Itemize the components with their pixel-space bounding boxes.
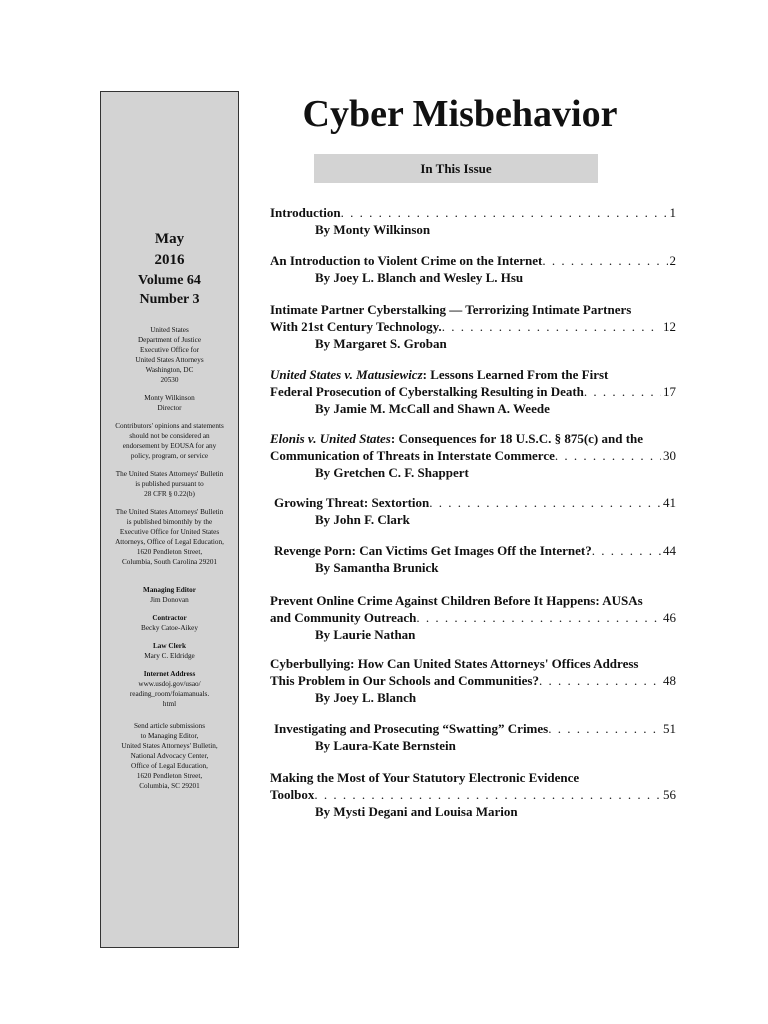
toc-page: 12 [663, 319, 676, 334]
toc-author: By Margaret S. Groban [315, 336, 447, 351]
toc-title: Toolbox [270, 787, 315, 802]
toc-leader [542, 252, 667, 269]
toc-author: By Monty Wilkinson [315, 222, 431, 237]
toc-title: With 21st Century Technology. [270, 319, 442, 334]
toc-leader [592, 542, 661, 559]
agency-address: United States Department of Justice Executive Office for United States Attorneys Washington, DC 20530 [135, 326, 204, 384]
toc-leader [548, 720, 661, 737]
toc-title-line1: : Lessons Learned From the First [422, 367, 609, 382]
toc-title-line1: Intimate Partner Cyberstalking — Terrorizing Intimate Partners [270, 302, 632, 317]
toc-page: 51 [663, 721, 676, 736]
toc-title: Introduction [270, 205, 341, 220]
toc-title: Investigating and Prosecuting “Swatting” Crimes [274, 721, 549, 736]
toc-leader [584, 383, 661, 400]
toc-page: 30 [663, 448, 676, 463]
publisher-info: The United States Attorneys' Bulletin is published bimonthly by the Executive Office for United States Attorneys, Office of Legal Education, 1620 Pendleton Street, Columbia, South Carolina 29201 [115, 508, 224, 566]
issue-date [101, 229, 238, 309]
toc-author: By Mysti Degani and Louisa Marion [315, 804, 518, 819]
toc-entry[interactable] [270, 592, 676, 643]
toc-leader [442, 318, 661, 335]
toc-author: By Jamie M. McCall and Shawn A. Weede [315, 401, 550, 416]
toc-author: By Samantha Brunick [315, 560, 439, 575]
masthead-sidebar [100, 91, 239, 948]
toc-author: By Laura-Kate Bernstein [315, 738, 456, 753]
toc-author: By Joey L. Blanch [315, 690, 417, 705]
toc-leader [555, 447, 661, 464]
toc-leader [314, 786, 661, 803]
toc-title-line1: Prevent Online Crime Against Children Before It Happens: AUSAs [270, 593, 643, 608]
contractor: Contractor Becky Catoe-Aikey [141, 614, 198, 632]
toc-entry[interactable] [270, 720, 676, 754]
toc-page: 44 [663, 543, 676, 558]
toc-leader [429, 494, 661, 511]
issue-month: May [154, 231, 185, 247]
page-title: Cyber Misbehavior [302, 93, 618, 135]
issue-volume: Volume 64 [138, 273, 201, 288]
toc-leader [416, 609, 661, 626]
toc-title-line1: Cyberbullying: How Can United States Attorneys' Offices Address [270, 656, 639, 671]
toc-entry[interactable] [270, 204, 676, 238]
toc-leader [341, 204, 668, 221]
issue-number: Number 3 [139, 292, 200, 307]
issue-year: 2016 [154, 252, 185, 268]
internet-address: Internet Address www.usdoj.gov/usao/ reading_room/foiamanuals. html [129, 670, 210, 708]
toc-title: Federal Prosecution of Cyberstalking Resulting in Death [270, 384, 584, 399]
in-this-issue-header: In This Issue [314, 154, 598, 183]
toc-page: 48 [663, 673, 676, 688]
toc-title: Growing Threat: Sextortion [274, 495, 430, 510]
toc-entry[interactable] [270, 366, 676, 417]
law-clerk: Law Clerk Mary C. Eldridge [144, 642, 195, 660]
toc-entry[interactable] [270, 252, 676, 286]
toc-page: 17 [663, 384, 676, 399]
toc-entry[interactable] [270, 301, 676, 352]
toc-entry[interactable] [270, 542, 676, 576]
toc-case-name: Elonis v. United States [270, 431, 391, 446]
director-info: Monty Wilkinson Director [144, 394, 195, 412]
toc-leader [539, 672, 661, 689]
toc-page: 46 [663, 610, 676, 625]
toc-author: By Gretchen C. F. Shappert [315, 465, 469, 480]
toc-title: An Introduction to Violent Crime on the Internet [270, 253, 543, 268]
toc-entry[interactable] [270, 494, 676, 528]
toc-page: 1 [669, 205, 676, 220]
toc-author: By John F. Clark [315, 512, 410, 527]
managing-editor: Managing Editor Jim Donovan [143, 586, 196, 604]
submission-info: Send article submissions to Managing Editor, United States Attorneys' Bulletin, National Advocacy Center, Office of Legal Education, 1620 Pendleton Street, Columbia, SC 29201 [121, 722, 218, 790]
toc-entry[interactable] [270, 655, 676, 706]
toc-author: By Laurie Nathan [315, 627, 416, 642]
toc-title-line1: : Consequences for 18 U.S.C. § 875(c) and the [390, 431, 644, 446]
toc-page: 56 [663, 787, 676, 802]
toc-case-name: United States v. Matusiewicz [270, 367, 423, 382]
publication-authority: The United States Attorneys' Bulletin is published pursuant to 28 CFR § 0.22(b) [115, 470, 224, 498]
disclaimer: Contributors' opinions and statements should not be considered an endorsement by EOUSA for any policy, program, or service [115, 422, 224, 460]
toc-title: and Community Outreach [270, 610, 417, 625]
toc-page: 41 [663, 495, 676, 510]
toc-entry[interactable] [270, 769, 676, 820]
toc-author: By Joey L. Blanch and Wesley L. Hsu [315, 270, 524, 285]
toc-title-line1: Making the Most of Your Statutory Electronic Evidence [270, 770, 580, 785]
toc-title: Revenge Porn: Can Victims Get Images Off the Internet? [274, 543, 592, 558]
toc-title: Communication of Threats in Interstate Commerce [270, 448, 555, 463]
toc-title: This Problem in Our Schools and Communities? [270, 673, 539, 688]
toc-page: 2 [669, 253, 676, 268]
toc-entry[interactable] [270, 430, 676, 481]
